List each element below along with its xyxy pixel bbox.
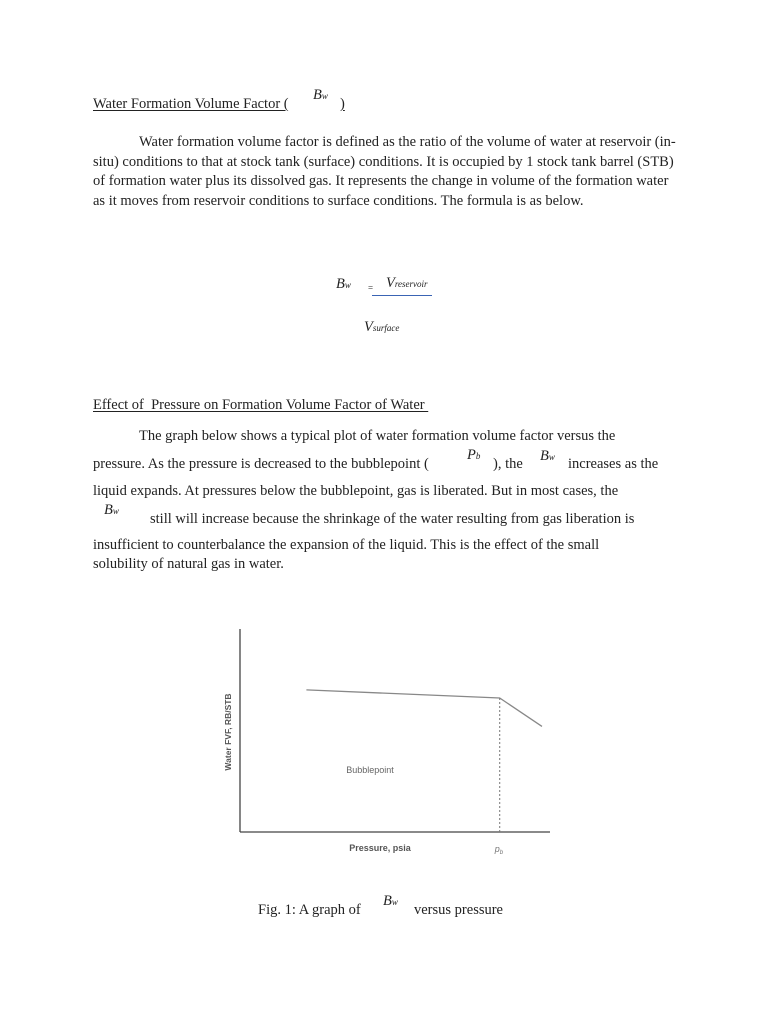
para2-line3: liquid expands. At pressures below the bubblepoint, gas is liberated. But in most cases, the [93,483,619,499]
bw-symbol [313,86,328,107]
bubblepoint-annotation: Bubblepoint [346,765,394,775]
bw-curve [306,690,542,727]
formula-denominator [364,318,399,339]
tick-sub: b [499,850,504,856]
bubblepoint-tick-label [494,844,504,856]
para2-line6: solubility of natural gas in water. [93,556,284,572]
formula-equals: = [368,283,374,293]
figure-caption-suffix: versus pressure [414,902,503,918]
bw-pressure-chart [215,622,555,862]
para2-line5: insufficient to counterbalance the expansion of the liquid. This is the effect of the small [93,537,600,553]
section-title-pressure-effect: Effect of Pressure on Formation Volume Factor of Water [93,397,429,413]
para2-line4: still will increase because the shrinkage of the water resulting from gas liberation is [150,511,635,527]
figure-caption-prefix: Fig. 1: A graph of [258,902,361,918]
close-paren: ) [340,96,345,112]
para2-line1: The graph below shows a typical plot of water formation volume factor versus the [139,428,616,444]
caption-bw-symbol [383,892,398,913]
w-subscript: w [112,506,119,516]
bw-inline-symbol [540,447,555,468]
b-letter: B [313,87,322,103]
v-letter: V [364,319,373,335]
v-letter: V [386,275,395,291]
para2-line2-c: increases as the [568,456,659,472]
definition-text: Water formation volume factor is defined as the ratio of the volume of water at reservoir (in-situ) conditions to that at stock tank (surface) conditions. It is occupied by 1 stock tank barrel (STB) of formation water plus its dissolved gas. It represents the change in volume of the formation water as it moves from reservoir conditions to surface conditions. The formula is as below. [93,134,676,209]
w-subscript: w [391,897,398,907]
heading-text: Water Formation Volume Factor ( [93,96,289,112]
w-subscript: w [548,452,555,462]
tick-p: p [494,844,500,854]
para2-line2-a: pressure. As the pressure is decreased to the bubblepoint ( [93,456,429,472]
w-subscript: w [321,91,328,101]
b-subscript: b [475,451,481,461]
p-letter: P [467,447,476,463]
w-subscript: w [344,280,351,290]
b-letter: B [336,276,345,292]
section-title-water-fvf [93,95,289,115]
b-letter: B [383,893,392,909]
x-axis-label: Pressure, psia [349,843,411,853]
formula-numerator [386,274,428,295]
surface-subscript: surface [372,323,400,333]
bw-inline-symbol-2 [104,501,119,522]
b-letter: B [104,502,113,518]
fraction-bar [372,295,432,296]
b-letter: B [540,448,549,464]
para2-line2-b: ), the [493,456,523,472]
definition-paragraph [93,133,678,211]
y-axis-label: Water FVF, RB/STB [223,693,233,771]
reservoir-subscript: reservoir [394,279,428,289]
formula-bw [336,275,351,296]
pb-symbol [467,446,480,467]
heading-close-paren [340,95,345,115]
